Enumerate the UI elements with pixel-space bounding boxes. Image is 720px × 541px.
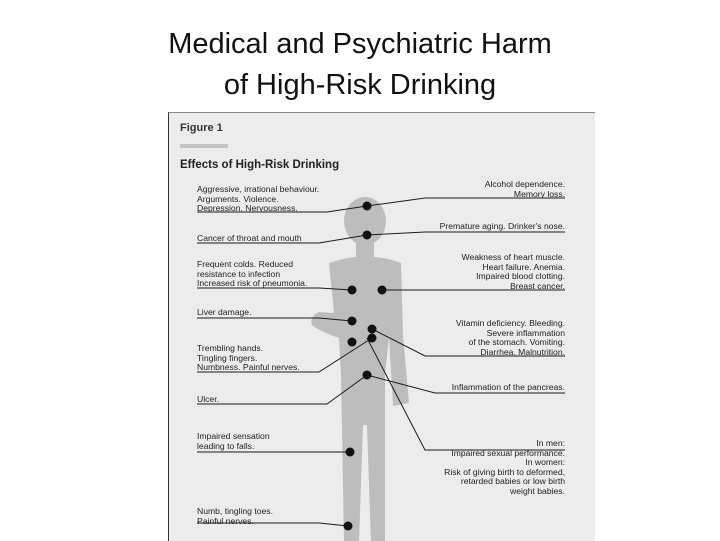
torso-and-legs (311, 257, 409, 541)
label-reproductive: In men: Impaired sexual performance. In women: Risk of giving birth to deformed, retarded babies or low birth weight babies. (444, 439, 565, 497)
label-aging: Premature aging. Drinker's nose. (440, 222, 565, 232)
label-toes: Numb, tingling toes. Painful nerves. (197, 507, 273, 526)
marker-throat (363, 231, 372, 240)
neck (356, 239, 374, 259)
label-heart: Weakness of heart muscle. Heart failure. Anemia. Impaired blood clotting. Breast cancer. (462, 253, 566, 291)
label-pancreas: Inflammation of the pancreas. (452, 383, 565, 393)
connector-nose (367, 232, 565, 235)
figure-label: Figure 1 (180, 122, 223, 134)
marker-heart (378, 286, 387, 295)
label-stomach: Vitamin deficiency. Bleeding. Severe inflammation of the stomach. Vomiting. Diarrhea. Malnutrition. (456, 319, 565, 357)
label-throat-cancer: Cancer of throat and mouth (197, 234, 302, 244)
slide-title (0, 24, 720, 106)
connector-brain-right (367, 198, 565, 206)
label-behaviour: Aggressive, irrational behaviour. Arguments. Violence. Depression. Nervousness. (197, 185, 319, 214)
label-dependence: Alcohol dependence. Memory loss. (485, 180, 565, 199)
marker-brain (363, 202, 372, 211)
marker-foot (344, 522, 353, 531)
marker-knee (346, 448, 355, 457)
figure-heading: Effects of High-Risk Drinking (180, 159, 339, 171)
marker-pancreas (363, 371, 372, 380)
label-nerves-hands: Trembling hands. Tingling fingers. Numbness. Painful nerves. (197, 344, 300, 373)
body-silhouette (311, 197, 409, 541)
label-liver: Liver damage. (197, 308, 251, 318)
marker-intestine (348, 338, 357, 347)
marker-liver (348, 317, 357, 326)
effects-figure (168, 112, 595, 541)
slide-title-line-1: Medical and Psychiatric Harm (0, 24, 720, 65)
label-ulcer: Ulcer. (197, 395, 219, 405)
label-sensation: Impaired sensation leading to falls. (197, 432, 270, 451)
label-infection: Frequent colds. Reduced resistance to infection Increased risk of pneumonia. (197, 260, 307, 289)
marker-stomach (368, 325, 377, 334)
marker-hand (368, 334, 377, 343)
marker-lung (348, 286, 357, 295)
slide-title-line-2: of High-Risk Drinking (0, 65, 720, 106)
